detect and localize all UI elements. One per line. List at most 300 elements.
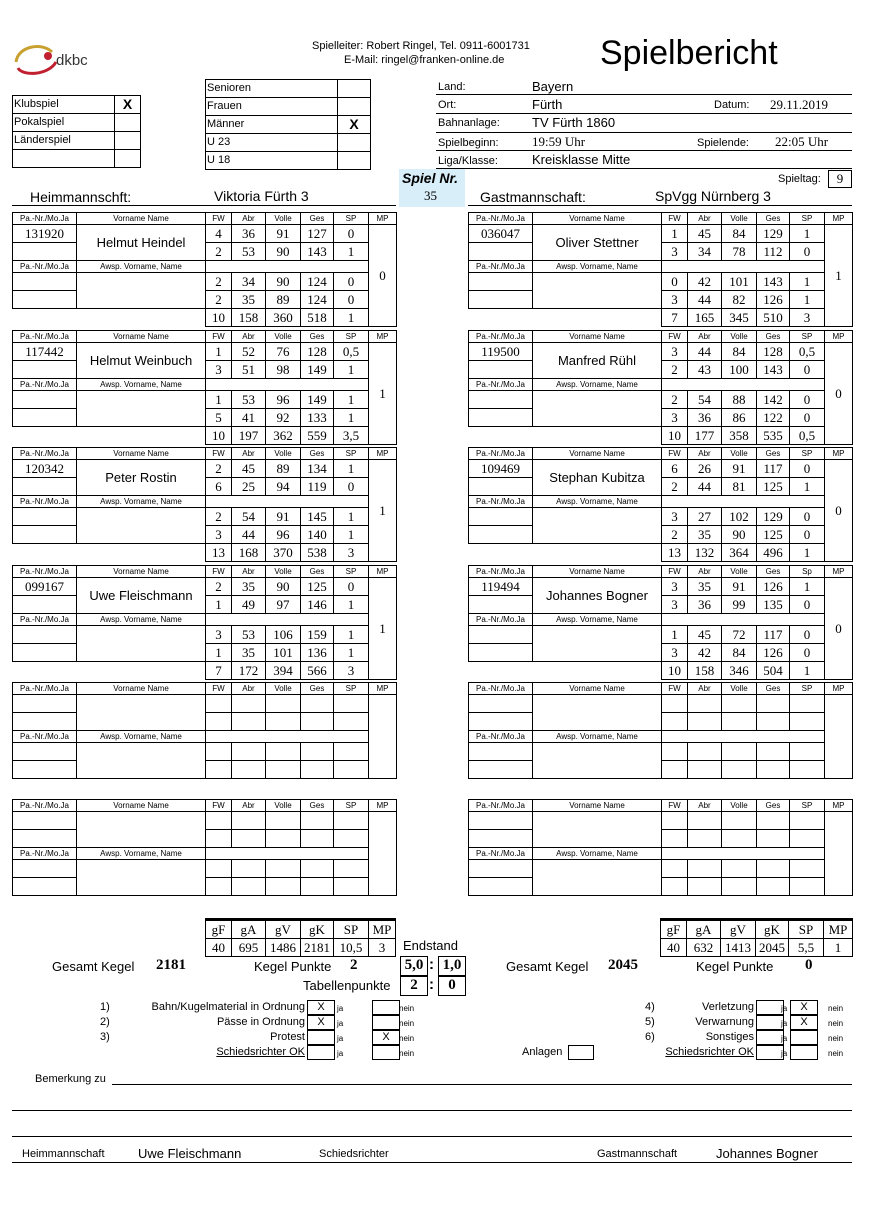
score-cell <box>301 695 334 713</box>
guest-total-value: 1 <box>824 939 853 957</box>
tp-label: Tabellenpunkte <box>303 978 391 993</box>
col-header-awsp: Awsp. Vorname, Name <box>533 496 662 508</box>
score-cell: 45 <box>232 460 266 478</box>
match-type-table <box>12 95 141 168</box>
col-header-mp: MP <box>825 683 853 695</box>
score-cell: 2 <box>206 273 232 291</box>
score-cell <box>301 830 334 848</box>
score-cell: 81 <box>722 478 757 496</box>
score-cell: 2 <box>206 460 232 478</box>
score-cell: 45 <box>688 225 722 243</box>
col-header-volle: Volle <box>266 683 301 695</box>
score-cell: 0 <box>334 273 369 291</box>
score-cell: 34 <box>232 273 266 291</box>
totals-header: gV <box>721 920 756 939</box>
score-cell <box>232 695 266 713</box>
score-cell <box>206 761 232 779</box>
home-totals <box>205 918 396 957</box>
score-cell: 96 <box>266 526 301 544</box>
score-cell: 90 <box>266 578 301 596</box>
col-header-mp: MP <box>369 448 397 460</box>
score-cell: 0 <box>662 273 688 291</box>
score-cell <box>662 695 688 713</box>
score-cell: 2 <box>206 291 232 309</box>
col-header-name: Vorname Name <box>533 213 662 225</box>
score-cell: 13 <box>206 544 232 562</box>
check-ja-box[interactable] <box>756 1045 784 1060</box>
col-header-abr: Abr <box>232 331 266 343</box>
col-header-ges: Ges <box>757 683 790 695</box>
player-mp: 1 <box>369 343 397 445</box>
score-cell: 3,5 <box>334 427 369 445</box>
score-cell: 133 <box>301 409 334 427</box>
score-cell: 535 <box>757 427 790 445</box>
player-pass-number <box>469 812 533 830</box>
score-cell: 2 <box>206 578 232 596</box>
check-nein-box[interactable]: X <box>372 1030 400 1045</box>
col-header-volle: Volle <box>266 800 301 812</box>
score-cell <box>688 812 722 830</box>
col-header-fw: FW <box>206 331 232 343</box>
category-label: U 18 <box>206 152 338 170</box>
guest-total-value: 40 <box>661 939 687 957</box>
totals-header: SP <box>789 920 824 939</box>
score-cell: 1 <box>790 662 825 680</box>
col-header-pa: Pa.-Nr./Mo.Ja <box>13 683 77 695</box>
category-mark: X <box>338 116 371 134</box>
home-total-value: 10,5 <box>334 939 369 957</box>
score-cell <box>301 812 334 830</box>
col-header-pa: Pa.-Nr./Mo.Ja <box>13 848 77 860</box>
score-cell <box>722 812 757 830</box>
check-nein-box[interactable] <box>372 1045 400 1060</box>
endstand-label: Endstand <box>403 938 458 953</box>
col-header-pa: Pa.-Nr./Mo.Ja <box>13 731 77 743</box>
ort-label: Ort: <box>438 99 457 111</box>
category-label: Männer <box>206 116 338 134</box>
score-cell <box>662 878 688 896</box>
player-name: Peter Rostin <box>77 460 206 496</box>
score-cell <box>206 830 232 848</box>
col-header-volle: Volle <box>722 800 757 812</box>
score-cell: 1 <box>206 343 232 361</box>
score-cell <box>722 830 757 848</box>
match-type-mark: X <box>115 96 141 114</box>
player-pass-number: 099167 <box>13 578 77 596</box>
score-cell: 36 <box>232 225 266 243</box>
score-cell <box>790 713 825 731</box>
check-nein-box[interactable] <box>790 1045 818 1060</box>
score-cell: 364 <box>722 544 757 562</box>
guest-total-value: 1413 <box>721 939 756 957</box>
score-cell <box>662 830 688 848</box>
score-cell: 89 <box>266 460 301 478</box>
check-ja-label: ja <box>781 1004 788 1013</box>
score-cell: 1 <box>790 478 825 496</box>
spieltag-value: 9 <box>828 170 852 188</box>
score-cell: 0,5 <box>790 343 825 361</box>
col-header-volle: Volle <box>266 213 301 225</box>
col-header-mp: MP <box>369 213 397 225</box>
score-cell <box>301 860 334 878</box>
home-team-label: Heimmannschft: <box>30 189 132 205</box>
score-cell <box>757 860 790 878</box>
check-ja-box[interactable]: X <box>307 1000 335 1015</box>
score-cell: 42 <box>688 273 722 291</box>
score-cell <box>662 860 688 878</box>
score-cell: 44 <box>688 478 722 496</box>
score-cell: 26 <box>688 460 722 478</box>
check-nein-label: nein <box>399 1049 415 1058</box>
totals-header: gF <box>661 920 687 939</box>
score-cell: 3 <box>662 596 688 614</box>
score-cell: 88 <box>722 391 757 409</box>
land-label: Land: <box>438 81 466 93</box>
player-mp: 0 <box>825 343 853 445</box>
check-nein-box[interactable]: X <box>790 1015 818 1030</box>
score-cell: 143 <box>757 361 790 379</box>
score-cell <box>232 713 266 731</box>
player-block-guest <box>468 799 853 896</box>
score-cell <box>757 743 790 761</box>
score-cell <box>206 695 232 713</box>
score-cell: 94 <box>266 478 301 496</box>
player-name: Stephan Kubitza <box>533 460 662 496</box>
guest-total-value: 632 <box>687 939 721 957</box>
score-cell: 90 <box>722 526 757 544</box>
score-cell: 149 <box>301 361 334 379</box>
home-kp-value: 2 <box>350 957 358 973</box>
score-cell: 36 <box>688 596 722 614</box>
score-cell <box>790 761 825 779</box>
heim-sig-label: Heimmannschaft <box>22 1148 105 1160</box>
spielnr-value: 35 <box>424 188 437 203</box>
score-cell <box>334 860 369 878</box>
col-header-pa: Pa.-Nr./Mo.Ja <box>469 566 533 578</box>
score-cell <box>334 695 369 713</box>
score-cell: 1 <box>334 309 369 327</box>
col-header-volle: Volle <box>722 213 757 225</box>
col-header-sp: SP <box>334 683 369 695</box>
check-nein-label: nein <box>828 1049 844 1058</box>
home-total-value: 2181 <box>301 939 334 957</box>
score-cell <box>757 695 790 713</box>
match-type-mark <box>115 132 141 150</box>
check-label: Bahn/Kugelmaterial in Ordnung <box>151 1001 305 1013</box>
score-cell <box>688 860 722 878</box>
score-cell: 97 <box>266 596 301 614</box>
player-block-home <box>12 682 397 779</box>
score-cell: 41 <box>232 409 266 427</box>
score-cell: 44 <box>688 291 722 309</box>
score-cell: 127 <box>301 225 334 243</box>
score-cell: 52 <box>232 343 266 361</box>
col-header-ges: Ges <box>757 331 790 343</box>
score-cell: 518 <box>301 309 334 327</box>
col-header-ges: Ges <box>301 683 334 695</box>
check-nein-box[interactable] <box>372 1000 400 1015</box>
col-header-abr: Abr <box>688 213 722 225</box>
score-cell <box>266 713 301 731</box>
page-title: Spielbericht <box>600 34 778 72</box>
score-cell: 53 <box>232 391 266 409</box>
score-cell <box>790 695 825 713</box>
score-cell: 140 <box>301 526 334 544</box>
home-total-value: 1486 <box>266 939 301 957</box>
col-header-sp: SP <box>334 448 369 460</box>
score-cell: 44 <box>232 526 266 544</box>
check-nein-label: nein <box>828 1004 844 1013</box>
score-cell <box>722 695 757 713</box>
score-cell: 82 <box>722 291 757 309</box>
col-header-ges: Ges <box>301 566 334 578</box>
score-cell: 3 <box>662 243 688 261</box>
score-cell: 1 <box>662 225 688 243</box>
ende-value: 22:05 Uhr <box>775 134 829 149</box>
score-cell <box>334 878 369 896</box>
score-cell: 2 <box>662 361 688 379</box>
score-cell: 84 <box>722 644 757 662</box>
score-cell: 90 <box>266 273 301 291</box>
score-cell <box>688 695 722 713</box>
col-header-name: Vorname Name <box>77 683 206 695</box>
score-cell: 0 <box>334 225 369 243</box>
score-cell <box>688 761 722 779</box>
player-mp: 0 <box>825 460 853 562</box>
col-header-mp: MP <box>825 800 853 812</box>
check-nein-label: nein <box>399 1034 415 1043</box>
home-gesamt-value: 2181 <box>156 957 186 973</box>
col-header-volle: Volle <box>722 448 757 460</box>
score-cell <box>232 812 266 830</box>
score-cell: 0 <box>790 626 825 644</box>
col-header-fw: FW <box>662 566 688 578</box>
check-ja-box[interactable] <box>307 1045 335 1060</box>
score-cell: 78 <box>722 243 757 261</box>
score-cell: 126 <box>757 644 790 662</box>
score-cell: 5 <box>206 409 232 427</box>
score-cell: 27 <box>688 508 722 526</box>
beginn-label: Spielbeginn: <box>438 137 499 149</box>
score-cell: 35 <box>688 526 722 544</box>
score-cell: 128 <box>301 343 334 361</box>
score-cell: 51 <box>232 361 266 379</box>
col-header-pa: Pa.-Nr./Mo.Ja <box>13 448 77 460</box>
check-label: Schiedsrichter OK <box>665 1046 754 1058</box>
col-header-ges: Ges <box>301 800 334 812</box>
score-cell: 125 <box>757 526 790 544</box>
col-header-pa: Pa.-Nr./Mo.Ja <box>13 614 77 626</box>
score-cell: 1 <box>206 596 232 614</box>
score-cell: 394 <box>266 662 301 680</box>
score-cell <box>790 812 825 830</box>
player-pass-number: 109469 <box>469 460 533 478</box>
col-header-name: Vorname Name <box>533 800 662 812</box>
col-header-pa: Pa.-Nr./Mo.Ja <box>469 800 533 812</box>
col-header-fw: FW <box>662 800 688 812</box>
score-cell: 136 <box>301 644 334 662</box>
score-cell: 6 <box>662 460 688 478</box>
check-ja-box[interactable] <box>307 1030 335 1045</box>
score-cell: 91 <box>722 578 757 596</box>
score-cell: 158 <box>688 662 722 680</box>
score-cell: 35 <box>232 291 266 309</box>
score-cell: 158 <box>232 309 266 327</box>
liga-label: Liga/Klasse: <box>438 155 498 167</box>
check-ja-box[interactable] <box>756 1015 784 1030</box>
player-mp: 1 <box>825 225 853 327</box>
col-header-pa: Pa.-Nr./Mo.Ja <box>469 614 533 626</box>
score-cell <box>757 830 790 848</box>
totals-header: gA <box>232 920 266 939</box>
score-cell <box>232 878 266 896</box>
score-cell: 145 <box>301 508 334 526</box>
check-number: 5) <box>645 1016 655 1028</box>
score-cell: 54 <box>232 508 266 526</box>
col-header-abr: Abr <box>688 566 722 578</box>
score-cell: 10 <box>206 309 232 327</box>
col-header-abr: Abr <box>232 213 266 225</box>
home-team-name: Viktoria Fürth 3 <box>214 188 309 204</box>
home-total-value: 695 <box>232 939 266 957</box>
score-cell <box>722 761 757 779</box>
score-cell: 0 <box>790 526 825 544</box>
anlagen-label: Anlagen <box>522 1046 563 1058</box>
score-cell: 106 <box>266 626 301 644</box>
check-nein-label: nein <box>399 1019 415 1028</box>
col-header-sp: SP <box>790 331 825 343</box>
score-cell: 10 <box>206 427 232 445</box>
col-header-sp: SP <box>334 800 369 812</box>
score-cell: 3 <box>334 544 369 562</box>
col-header-awsp: Awsp. Vorname, Name <box>533 614 662 626</box>
col-header-pa: Pa.-Nr./Mo.Ja <box>13 331 77 343</box>
score-cell: 7 <box>206 662 232 680</box>
score-cell: 360 <box>266 309 301 327</box>
score-cell: 1 <box>334 508 369 526</box>
player-pass-number: 120342 <box>13 460 77 478</box>
score-cell <box>722 860 757 878</box>
score-cell: 13 <box>662 544 688 562</box>
score-cell <box>757 713 790 731</box>
col-header-sp: SP <box>334 566 369 578</box>
col-header-sp: SP <box>334 331 369 343</box>
check-label: Schiedsrichter OK <box>216 1046 305 1058</box>
score-cell: 1 <box>334 526 369 544</box>
score-cell: 1 <box>206 644 232 662</box>
category-label: Senioren <box>206 80 338 98</box>
match-type-label: Klubspiel <box>13 96 115 114</box>
score-cell <box>790 860 825 878</box>
category-mark <box>338 152 371 170</box>
player-mp <box>369 695 397 779</box>
col-header-awsp: Awsp. Vorname, Name <box>77 848 206 860</box>
score-cell: 0,5 <box>790 427 825 445</box>
col-header-awsp: Awsp. Vorname, Name <box>77 261 206 273</box>
col-header-ges: Ges <box>757 213 790 225</box>
check-ja-box[interactable]: X <box>307 1015 335 1030</box>
score-cell: 44 <box>688 343 722 361</box>
check-nein-box[interactable] <box>372 1015 400 1030</box>
player-name: Johannes Bogner <box>533 578 662 614</box>
col-header-pa: Pa.-Nr./Mo.Ja <box>13 496 77 508</box>
score-cell: 89 <box>266 291 301 309</box>
check-ja-box[interactable] <box>756 1000 784 1015</box>
check-ja-label: ja <box>781 1034 788 1043</box>
player-pass-number: 036047 <box>469 225 533 243</box>
col-header-awsp: Awsp. Vorname, Name <box>533 379 662 391</box>
score-cell <box>334 812 369 830</box>
check-ja-label: ja <box>781 1049 788 1058</box>
score-cell <box>662 743 688 761</box>
score-cell: 0 <box>334 578 369 596</box>
col-header-awsp: Awsp. Vorname, Name <box>77 731 206 743</box>
score-cell <box>757 878 790 896</box>
check-ja-box[interactable] <box>756 1030 784 1045</box>
score-cell <box>266 695 301 713</box>
check-ja-label: ja <box>337 1019 344 1028</box>
score-cell: 0 <box>790 391 825 409</box>
col-header-abr: Abr <box>232 683 266 695</box>
score-cell: 165 <box>688 309 722 327</box>
score-cell: 126 <box>757 291 790 309</box>
score-cell: 84 <box>722 343 757 361</box>
player-pass-number <box>13 812 77 830</box>
check-nein-box[interactable] <box>790 1030 818 1045</box>
score-cell: 1 <box>790 225 825 243</box>
score-cell: 98 <box>266 361 301 379</box>
guest-kp-label: Kegel Punkte <box>696 959 774 974</box>
category-label: Frauen <box>206 98 338 116</box>
score-cell: 122 <box>757 409 790 427</box>
match-type-label: Pokalspiel <box>13 114 115 132</box>
score-cell: 0 <box>790 243 825 261</box>
score-cell: 53 <box>232 243 266 261</box>
score-cell: 0 <box>790 460 825 478</box>
col-header-fw: FW <box>662 331 688 343</box>
check-nein-box[interactable]: X <box>790 1000 818 1015</box>
score-colon: : <box>429 956 434 973</box>
col-header-ges: Ges <box>301 448 334 460</box>
col-header-fw: FW <box>206 213 232 225</box>
score-cell: 124 <box>301 291 334 309</box>
score-cell: 168 <box>232 544 266 562</box>
score-cell: 559 <box>301 427 334 445</box>
check-ja-label: ja <box>781 1019 788 1028</box>
col-header-ges: Ges <box>757 566 790 578</box>
col-header-pa: Pa.-Nr./Mo.Ja <box>13 379 77 391</box>
col-header-volle: Volle <box>266 448 301 460</box>
score-cell <box>206 860 232 878</box>
col-header-mp: MP <box>825 448 853 460</box>
score-cell: 34 <box>688 243 722 261</box>
player-block-home <box>12 212 397 327</box>
score-cell: 49 <box>232 596 266 614</box>
score-cell: 1 <box>206 391 232 409</box>
score-cell: 345 <box>722 309 757 327</box>
guest-team-name: SpVgg Nürnberg 3 <box>655 188 771 204</box>
player-mp: 1 <box>369 578 397 680</box>
col-header-pa: Pa.-Nr./Mo.Ja <box>469 848 533 860</box>
col-header-pa: Pa.-Nr./Mo.Ja <box>13 800 77 812</box>
score-cell: 96 <box>266 391 301 409</box>
score-cell: 72 <box>722 626 757 644</box>
col-header-sp: SP <box>790 213 825 225</box>
match-type-mark <box>115 114 141 132</box>
check-label: Verwarnung <box>695 1016 754 1028</box>
player-block-guest <box>468 212 853 327</box>
player-name: Oliver Stettner <box>533 225 662 261</box>
